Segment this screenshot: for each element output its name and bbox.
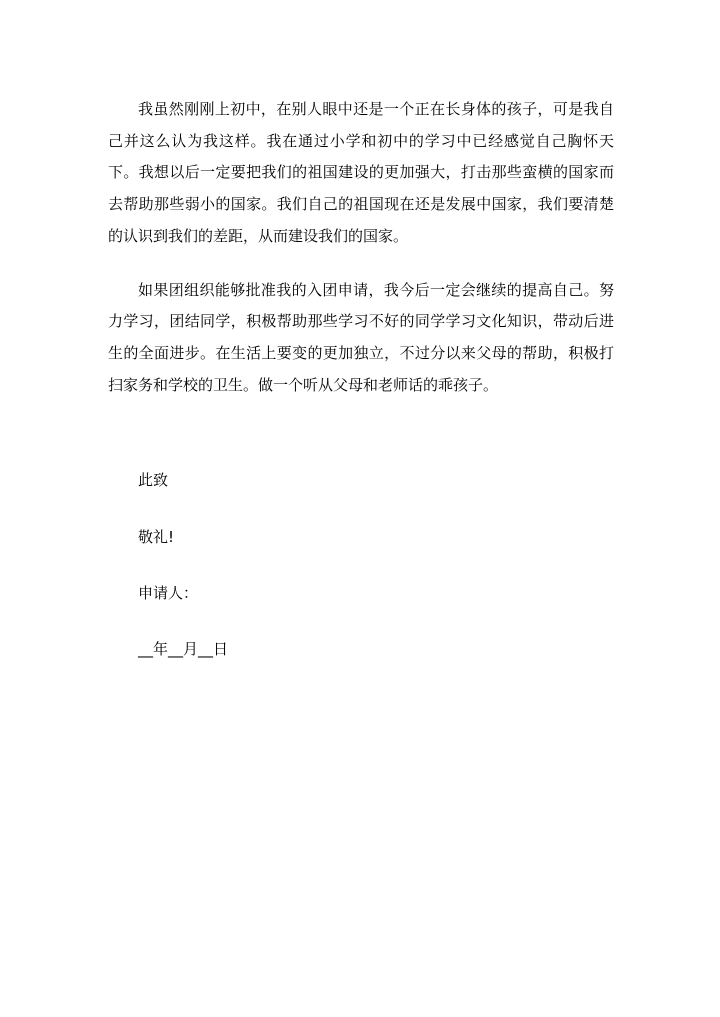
applicant-label: 申请人： [138,584,199,602]
body-paragraph-1: 我虽然刚刚上初中，在别人眼中还是一个正在长身体的孩子，可是我自己并这么认为我这样。我在通过小学和初中的学习中已经感觉自己胸怀天下。我想以后一定要把我们的祖国建设的更加强大，打击那些蛮横的国家而去帮助那些弱小的国家。我们自己的祖国现在还是发展中国家，我们要清楚的认识到我们的差距，从而建设我们的国家。 [108,100,614,245]
regards-text: 敬礼! [138,528,175,546]
body-paragraph-2: 如果团组织能够批准我的入团申请，我今后一定会继续的提高自己。努力学习，团结同学，积极帮助那些学习不好的同学学习文化知识，带动后进生的全面进步。在生活上要变的更加独立，不过分以来父母的帮助，积极打扫家务和学校的卫生。做一个听从父母和老师话的乖孩子。 [108,280,614,394]
date-line: __年__月__日 [138,640,229,658]
salutation-text: 此致 [138,471,169,489]
letter-body [108,94,614,401]
